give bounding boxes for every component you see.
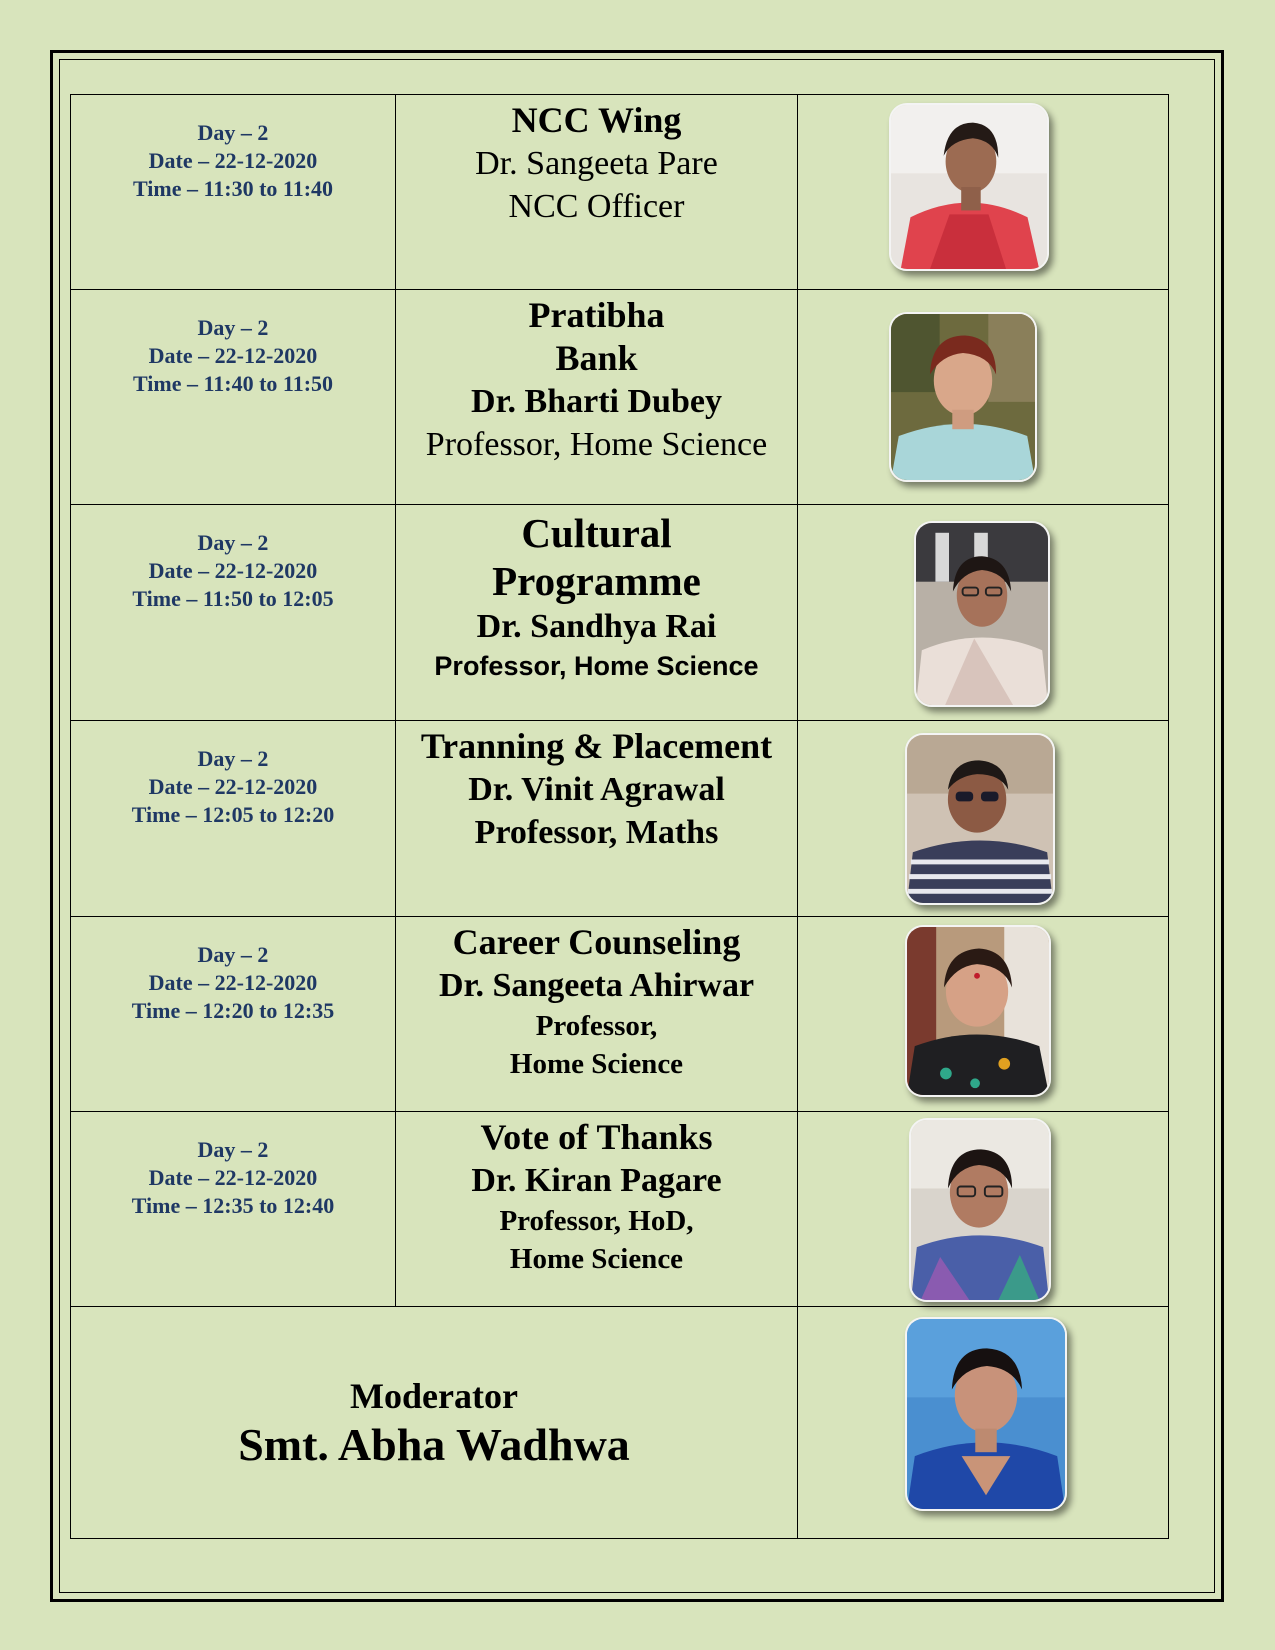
time-cell bbox=[71, 95, 396, 290]
topic-title-line1: Pratibha bbox=[528, 295, 665, 335]
photo-cell bbox=[798, 95, 1169, 290]
speaker-role-line2: Home Science bbox=[509, 1243, 684, 1275]
topic-title-line1: Cultural bbox=[521, 510, 672, 556]
speaker-name: Dr. Bharti Dubey bbox=[471, 383, 722, 420]
topic-title-line2: Programme bbox=[492, 558, 701, 604]
topic-cell bbox=[396, 917, 798, 1112]
topic-cell bbox=[396, 721, 798, 917]
date-label: Date – 22-12-2020 bbox=[148, 1165, 318, 1190]
speaker-photo bbox=[905, 925, 1051, 1097]
time-cell bbox=[71, 721, 396, 917]
speaker-role-line2: Home Science bbox=[509, 1048, 684, 1080]
speaker-name: Dr. Vinit Agrawal bbox=[468, 771, 725, 808]
moderator-cell bbox=[71, 1307, 798, 1539]
speaker-role: NCC Officer bbox=[508, 188, 685, 225]
topic-title-line2: Bank bbox=[555, 338, 638, 378]
time-label: Time – 11:50 to 12:05 bbox=[132, 586, 334, 611]
table-row bbox=[71, 95, 1169, 290]
topic-title: Tranning & Placement bbox=[420, 726, 773, 766]
speaker-photo bbox=[889, 312, 1037, 482]
photo-cell bbox=[798, 1307, 1169, 1539]
speaker-role: Professor, Maths bbox=[474, 814, 719, 851]
speaker-role-line1: Professor, HoD, bbox=[499, 1205, 694, 1237]
speaker-role-line1: Professor, bbox=[535, 1010, 658, 1042]
photo-cell bbox=[798, 505, 1169, 721]
topic-cell bbox=[396, 95, 798, 290]
day-label: Day – 2 bbox=[197, 746, 269, 771]
moderator-photo bbox=[905, 1317, 1067, 1511]
date-label: Date – 22-12-2020 bbox=[148, 558, 318, 583]
speaker-name: Dr. Sangeeta Ahirwar bbox=[438, 967, 755, 1004]
schedule-table bbox=[70, 94, 1169, 1539]
topic-cell bbox=[396, 1112, 798, 1307]
speaker-role: Professor, Home Science bbox=[425, 426, 768, 463]
day-label: Day – 2 bbox=[197, 530, 269, 555]
topic-cell bbox=[396, 505, 798, 721]
time-label: Time – 12:05 to 12:20 bbox=[131, 802, 335, 827]
speaker-photo bbox=[889, 103, 1049, 271]
time-cell bbox=[71, 1112, 396, 1307]
photo-cell bbox=[798, 290, 1169, 505]
time-cell bbox=[71, 505, 396, 721]
day-label: Day – 2 bbox=[197, 942, 269, 967]
speaker-name: Dr. Sangeeta Pare bbox=[475, 145, 718, 182]
moderator-name: Smt. Abha Wadhwa bbox=[238, 1418, 630, 1470]
moderator-row bbox=[71, 1307, 1169, 1539]
time-label: Time – 12:20 to 12:35 bbox=[131, 998, 335, 1023]
moderator-label: Moderator bbox=[350, 1375, 518, 1416]
time-label: Time – 12:35 to 12:40 bbox=[131, 1193, 335, 1218]
date-label: Date – 22-12-2020 bbox=[148, 970, 318, 995]
table-row bbox=[71, 290, 1169, 505]
table-row bbox=[71, 1112, 1169, 1307]
table-row bbox=[71, 721, 1169, 917]
topic-title: Vote of Thanks bbox=[480, 1117, 713, 1157]
photo-cell bbox=[798, 1112, 1169, 1307]
day-label: Day – 2 bbox=[197, 315, 269, 340]
speaker-role: Professor, Home Science bbox=[434, 651, 759, 681]
time-label: Time – 11:30 to 11:40 bbox=[132, 176, 334, 201]
time-cell bbox=[71, 917, 396, 1112]
day-label: Day – 2 bbox=[197, 120, 269, 145]
topic-cell bbox=[396, 290, 798, 505]
speaker-name: Dr. Kiran Pagare bbox=[471, 1162, 722, 1199]
time-cell bbox=[71, 290, 396, 505]
photo-cell bbox=[798, 721, 1169, 917]
photo-cell bbox=[798, 917, 1169, 1112]
day-label: Day – 2 bbox=[197, 1137, 269, 1162]
date-label: Date – 22-12-2020 bbox=[148, 148, 318, 173]
topic-title: NCC Wing bbox=[511, 100, 682, 140]
table-row bbox=[71, 505, 1169, 721]
date-label: Date – 22-12-2020 bbox=[148, 343, 318, 368]
speaker-photo bbox=[909, 1118, 1051, 1302]
table-row bbox=[71, 917, 1169, 1112]
speaker-photo bbox=[914, 521, 1050, 707]
topic-title: Career Counseling bbox=[452, 922, 741, 962]
speaker-photo bbox=[905, 733, 1055, 905]
date-label: Date – 22-12-2020 bbox=[148, 774, 318, 799]
speaker-name: Dr. Sandhya Rai bbox=[476, 608, 717, 645]
time-label: Time – 11:40 to 11:50 bbox=[132, 371, 334, 396]
